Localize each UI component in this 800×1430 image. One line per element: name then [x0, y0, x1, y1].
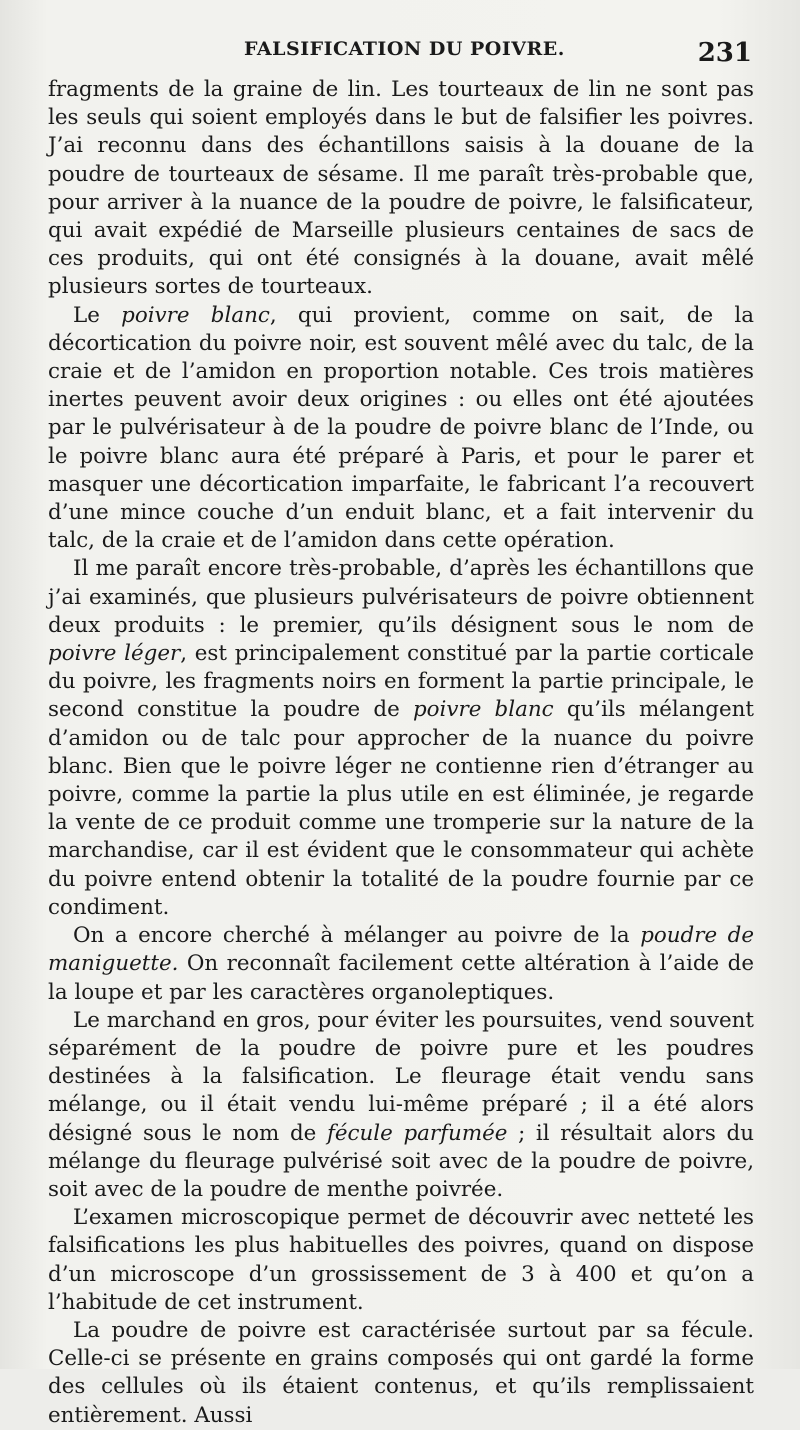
text-run: On a encore cherché à mélanger au poivre de la [73, 923, 641, 949]
italic-term: poivre léger [48, 641, 181, 667]
paragraph [48, 922, 754, 1007]
text-run: fragments de la graine de lin. Les tourteaux de lin ne sont pas les seuls qui soient employés dans le but de falsifier les poivres. J’ai reconnu dans des échantillons saisis à la douane de la poudre de tourteaux de sésame. Il me paraît très-probable que, pour arriver à la nuance de la poudre de poivre, le falsificateur, qui avait expédié de Marseille plusieurs centaines de sacs de ces produits, qui ont été consignés à la douane, avait mêlé plusieurs sortes de tourteaux. [48, 77, 754, 300]
text-run: La poudre de poivre est caractérisée surtout par sa fécule. Celle-ci se présente en grains composés qui ont gardé la forme des cellules où ils étaient contenus, et qu’ils remplissaient entièrement. Aussi [48, 1317, 754, 1428]
paragraph [48, 555, 754, 922]
italic-term: poivre blanc [412, 697, 554, 723]
running-head [48, 30, 760, 74]
text-run: Le marchand en gros, pour éviter les poursuites, vend souvent séparément de la poudre de poivre pure et les poudres destinées à la falsification. Le fleurage était vendu sans mélange, ou il était vendu lui-même préparé ; il a été alors désigné sous le nom de [48, 1007, 754, 1146]
italic-term: poudre de maniguette. [48, 923, 755, 977]
paragraph [48, 302, 754, 556]
italic-term: poivre blanc [121, 302, 270, 328]
paragraph [48, 76, 754, 302]
text-run: L’examen microscopique permet de découvrir avec netteté les falsifications les plus habituelles des poivres, quand on dispose d’un microscope d’un grossissement de 3 à 400 et qu’on a l’habitude de cet instrument. [48, 1205, 754, 1315]
text-run: Il me paraît encore très-probable, d’après les échantillons que j’ai examinés, que plusieurs pulvérisateurs de poivre obtiennent deux produits : le premier, qu’ils désignent sous le nom de [48, 556, 754, 638]
text-run: On reconnaît facilement cette altération à l’aide de la loupe et par les caractères organoleptiques. [48, 951, 754, 1005]
text-run: Le [73, 302, 122, 328]
italic-term: fécule parfumée [326, 1120, 508, 1146]
body-text [48, 76, 754, 1430]
paragraph [48, 1007, 754, 1204]
text-run: , est principalement constitué par la partie corticale du poivre, les fragments noirs en forment la partie principale, le second constitue la poudre de [48, 641, 754, 723]
running-title: FALSIFICATION DU POIVRE. [244, 38, 565, 60]
text-run: , qui provient, comme on sait, de la décortication du poivre noir, est souvent mêlé avec du talc, de la craie et de l’amidon en proportion notable. Ces trois matières inertes peuvent avoir deux origines : ou elles ont été ajoutées par le pulvérisateur à de la poudre de poivre blanc de l’Inde, ou le poivre blanc aura été préparé à Paris, et pour le parer et masquer une décortication imparfaite, le fabricant l’a recouvert d’une mince couche d’un enduit blanc, et a fait intervenir du talc, de la craie et de l’amidon dans cette opération. [48, 302, 754, 554]
text-run: ; il résultait alors du mélange du fleurage pulvérisé soit avec de la poudre de poivre, soit avec de la poudre de menthe poivrée. [48, 1120, 754, 1202]
paragraph [48, 1317, 754, 1430]
paragraph [48, 1204, 754, 1317]
text-run: qu’ils mélangent d’amidon ou de talc pour approcher de la nuance du poivre blanc. Bien que le poivre léger ne contienne rien d’étranger au poivre, comme la partie la plus utile en est éliminée, je regarde la vente de ce produit comme une tromperie sur la nature de la marchandise, car il est évident que le consommateur qui achète du poivre entend obtenir la totalité de la poudre fournie par ce condiment. [48, 697, 754, 920]
page-number: 231 [697, 38, 752, 68]
